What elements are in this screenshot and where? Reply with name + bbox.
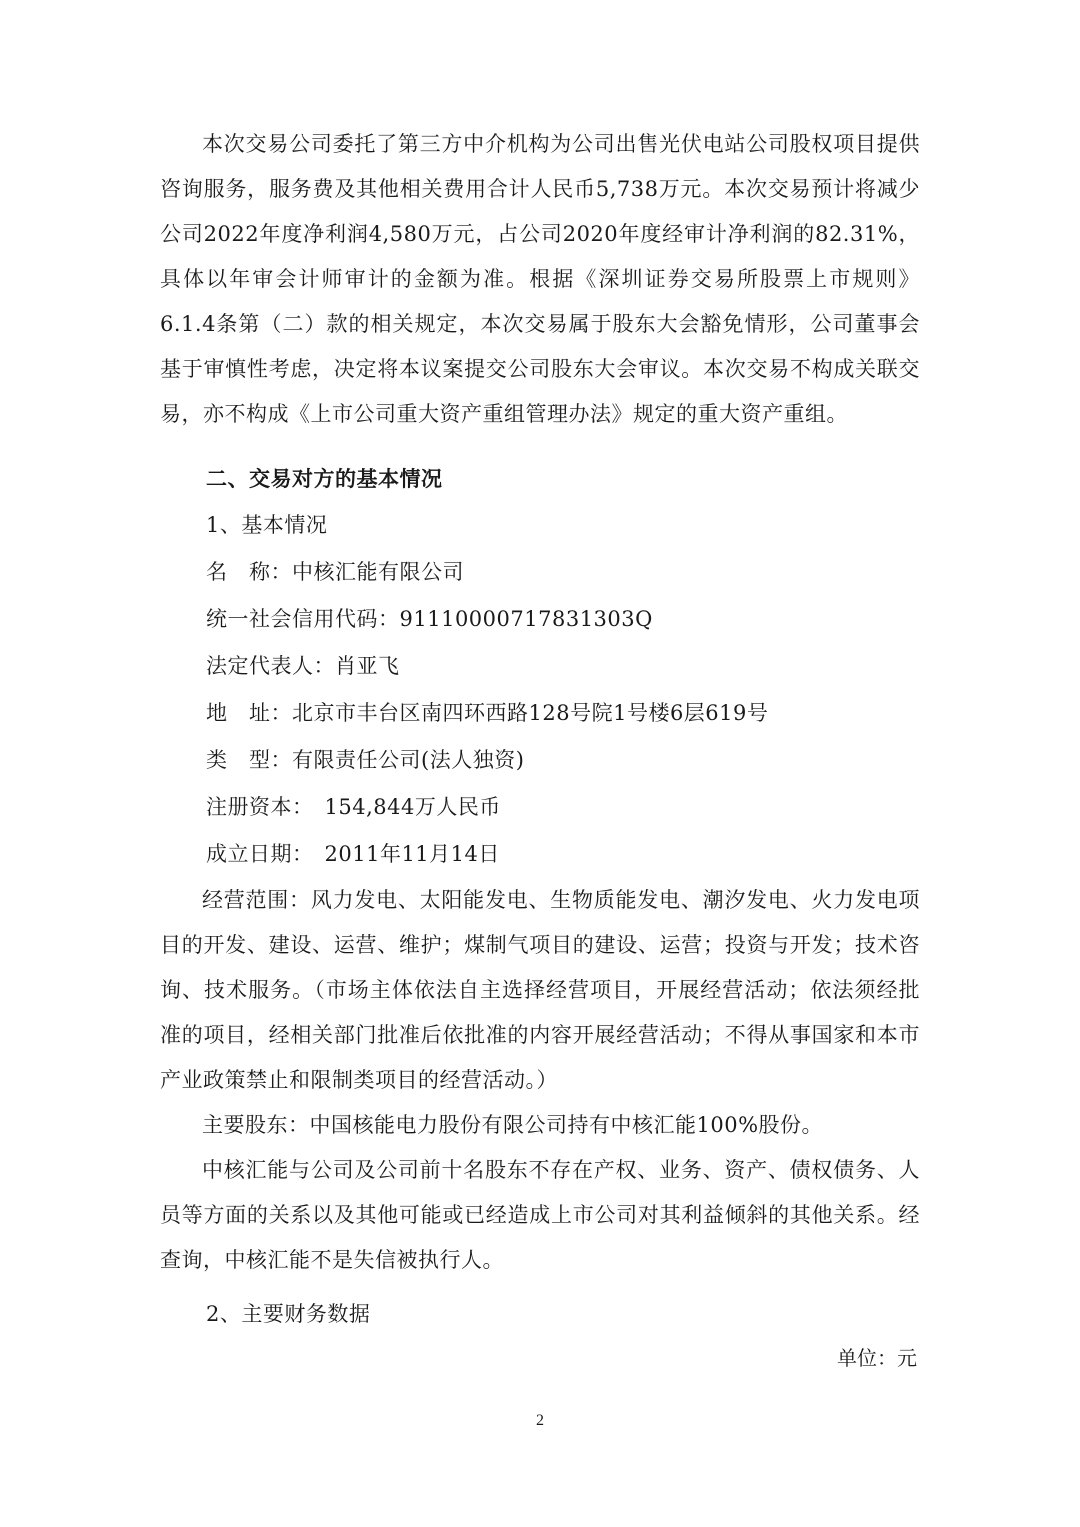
subsection-basic-info: 1、基本情况 bbox=[206, 513, 328, 537]
subsection-financial-data: 2、主要财务数据 bbox=[206, 1302, 371, 1326]
field-credit-code: 统一社会信用代码：91110000717831303Q bbox=[206, 607, 653, 631]
document-body bbox=[160, 122, 920, 1378]
intro-paragraph: 本次交易公司委托了第三方中介机构为公司出售光伏电站公司股权项目提供咨询服务，服务费及其他相关费用合计人民币5,738万元。本次交易预计将减少公司2022年度净利润4,580万元，占公司2020年度经审计净利润的82.31%，具体以年审会计师审计的金额为准。根据《深圳证券交易所股票上市规则》6.1.4条第（二）款的相关规定，本次交易属于股东大会豁免情形，公司董事会基于审慎性考虑，决定将本议案提交公司股东大会审议。本次交易不构成关联交易，亦不构成《上市公司重大资产重组管理办法》规定的重大资产重组。 bbox=[160, 132, 920, 426]
field-company-name: 名 称：中核汇能有限公司 bbox=[206, 560, 464, 584]
field-type: 类 型：有限责任公司(法人独资) bbox=[206, 748, 525, 772]
field-legal-representative: 法定代表人：肖亚飞 bbox=[206, 654, 400, 678]
field-establish-date: 成立日期： 2011年11月14日 bbox=[206, 842, 500, 866]
relation-paragraph: 中核汇能与公司及公司前十名股东不存在产权、业务、资产、债权债务、人员等方面的关系以及其他可能或已经造成上市公司对其利益倾斜的其他关系。经查询，中核汇能不是失信被执行人。 bbox=[160, 1158, 920, 1272]
field-address: 地 址：北京市丰台区南四环西路128号院1号楼6层619号 bbox=[206, 701, 769, 725]
shareholder-paragraph: 主要股东：中国核能电力股份有限公司持有中核汇能100%股份。 bbox=[202, 1113, 824, 1137]
business-scope-paragraph: 经营范围：风力发电、太阳能发电、生物质能发电、潮汐发电、火力发电项目的开发、建设、运营、维护；煤制气项目的建设、运营；投资与开发；技术咨询、技术服务。（市场主体依法自主选择经营项目，开展经营活动；依法须经批准的项目，经相关部门批准后依批准的内容开展经营活动；不得从事国家和本市产业政策禁止和限制类项目的经营活动。） bbox=[160, 888, 920, 1092]
unit-label: 单位：元 bbox=[837, 1346, 917, 1370]
field-registered-capital: 注册资本： 154,844万人民币 bbox=[206, 795, 501, 819]
section-heading: 二、交易对方的基本情况 bbox=[206, 466, 443, 491]
page-number: 2 bbox=[536, 1412, 544, 1429]
